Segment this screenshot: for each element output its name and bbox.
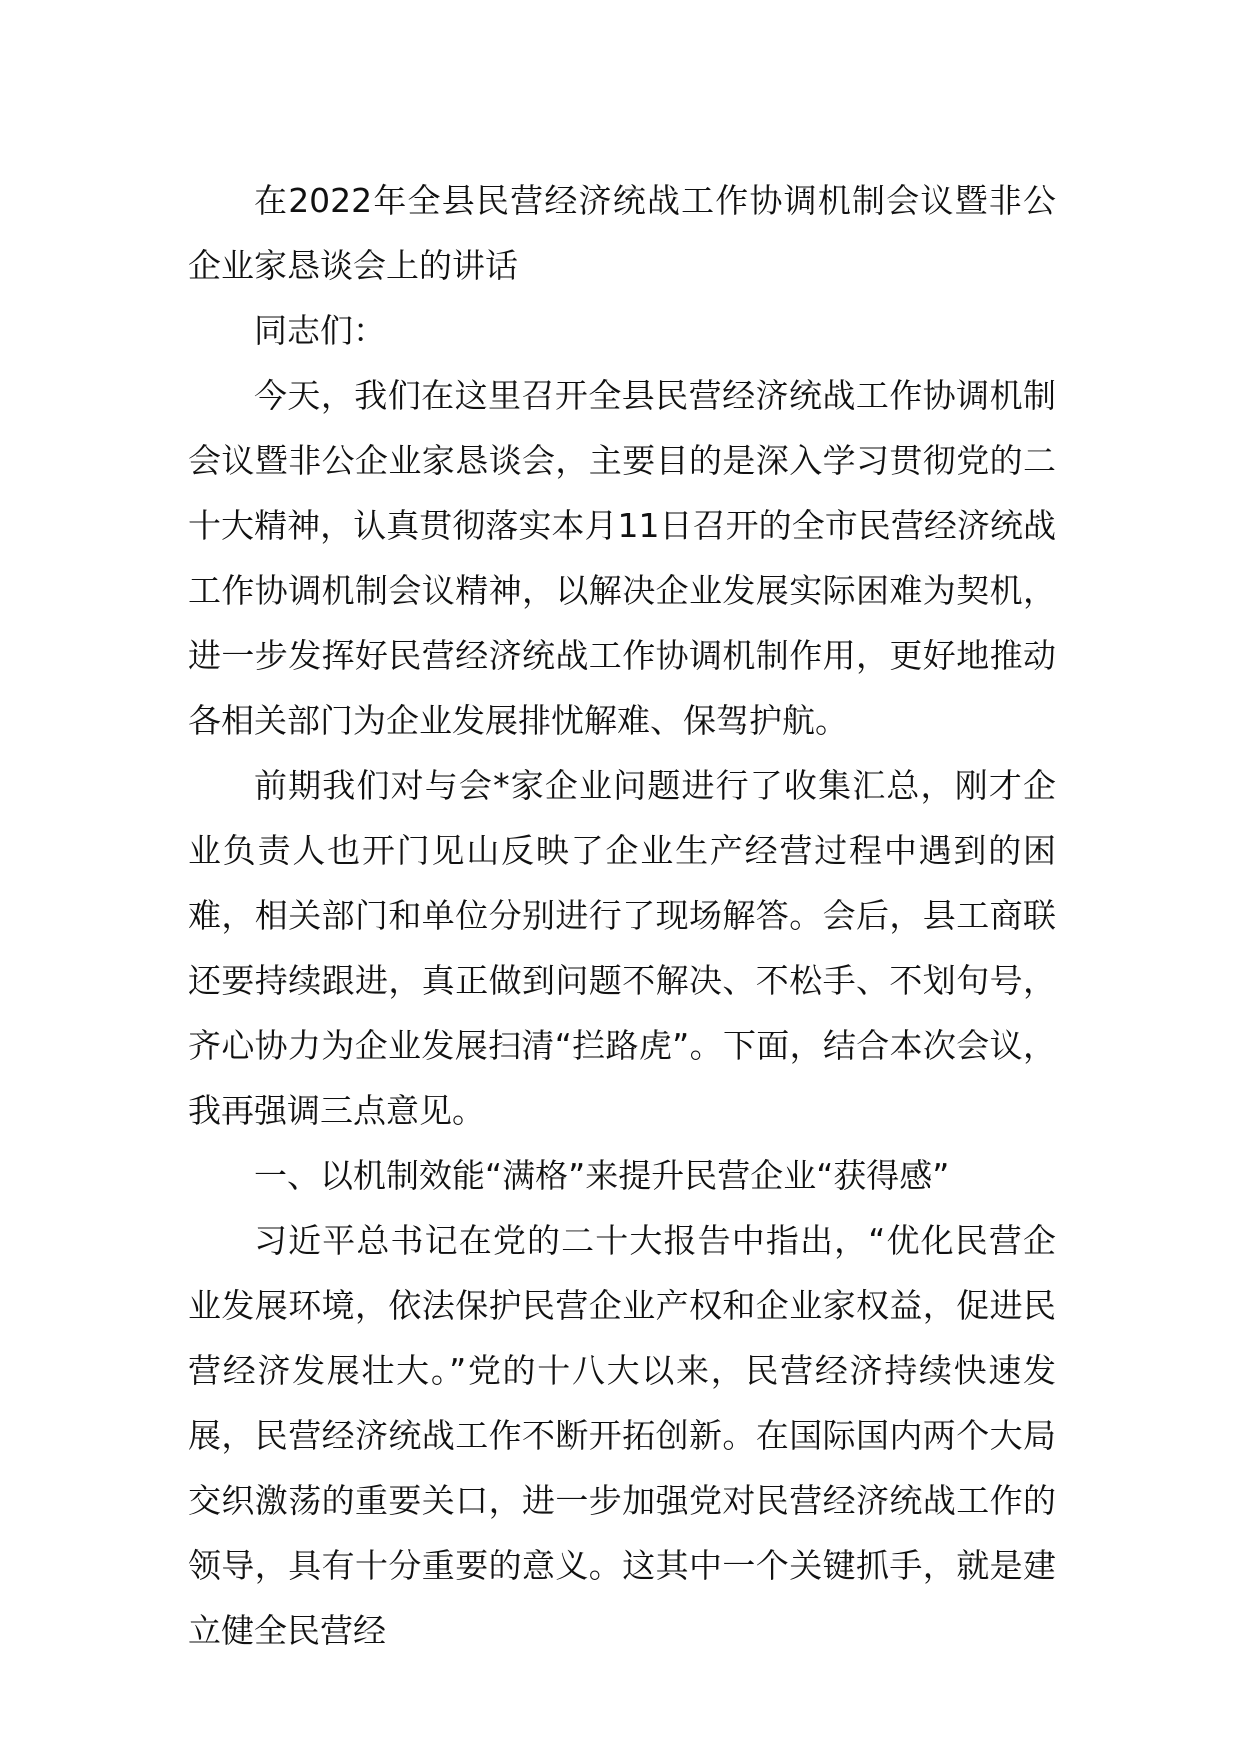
section-heading: 一、以机制效能“满格”来提升民营企业“获得感” — [254, 1156, 950, 1195]
section-paragraph: 习近平总书记在党的二十大报告中指出，“优化民营企业发展环境，依法保护民营企业产权和企业家权益，促进民营经济发展壮大。”党的十八大以来，民营经济持续快速发展，民营经济统战工作不断开拓创新。在国际国内两个大局交织激荡的重要关口，进一步加强党对民营经济统战工作的领导，具有十分重要的意义。这其中一个关键抓手，就是建立健全民营经 — [188, 1221, 1056, 1650]
paragraph-opening: 今天，我们在这里召开全县民营经济统战工作协调机制会议暨非公企业家恳谈会，主要目的是深入学习贯彻党的二十大精神，认真贯彻落实本月11日召开的全市民营经济统战工作协调机制会议精神，以解决企业发展实际困难为契机，进一步发挥好民营经济统战工作协调机制作用，更好地推动各相关部门为企业发展排忧解难、保驾护航。 — [188, 376, 1056, 740]
salutation: 同志们： — [254, 311, 386, 350]
paragraph-issues: 前期我们对与会*家企业问题进行了收集汇总，刚才企业负责人也开门见山反映了企业生产经营过程中遇到的困难，相关部门和单位分别进行了现场解答。会后，县工商联还要持续跟进，真正做到问题不解决、不松手、不划句号，齐心协力为企业发展扫清“拦路虎”。下面，结合本次会议，我再强调三点意见。 — [188, 766, 1056, 1130]
document-title: 在2022年全县民营经济统战工作协调机制会议暨非公企业家恳谈会上的讲话 — [188, 181, 1056, 285]
document-body — [188, 168, 1056, 1663]
